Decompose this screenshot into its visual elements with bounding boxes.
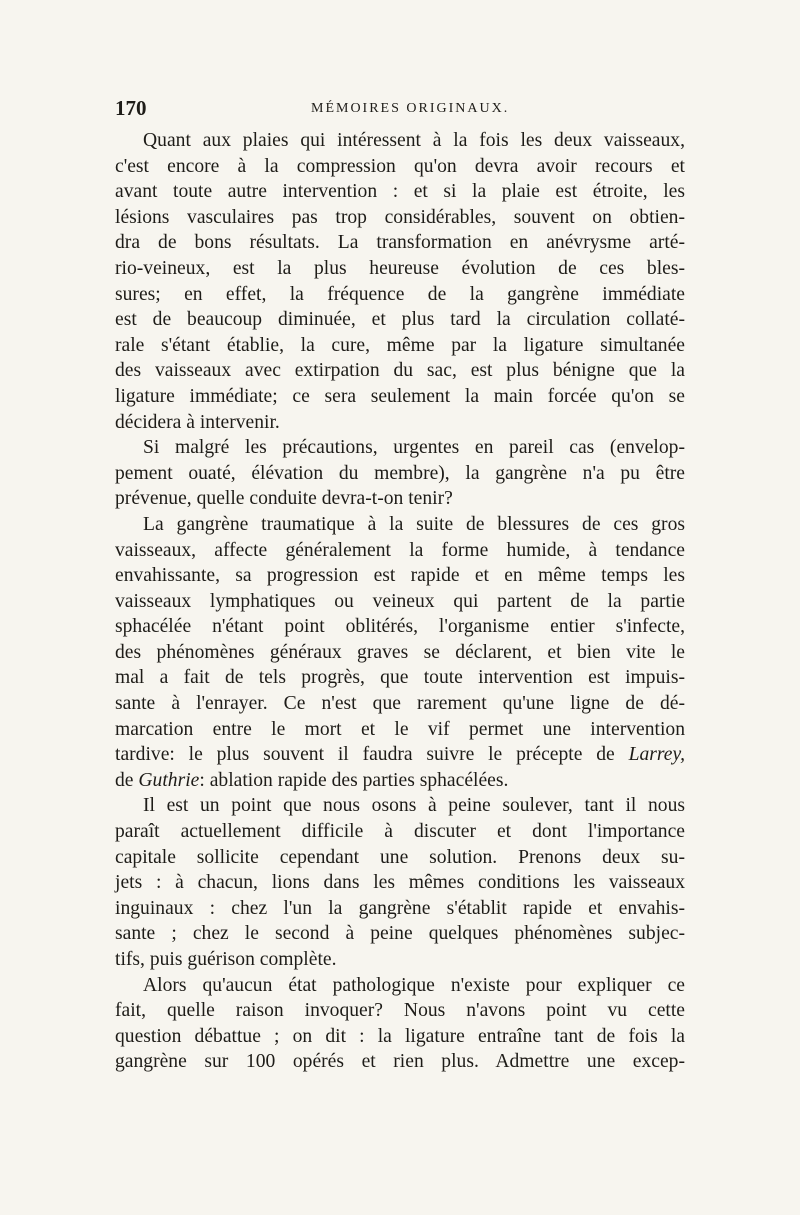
text-line: sante à l'enrayer. Ce n'est que rarement qu'une ligne de dé- [115, 693, 685, 715]
text-line: inguinaux : chez l'un la gangrène s'établit rapide et envahis- [115, 897, 685, 919]
text-line: question débattue ; on dit : la ligature entraîne tant de fois la [115, 1025, 685, 1047]
page-header [115, 96, 685, 126]
body-text [115, 128, 685, 1075]
text-line: Quant aux plaies qui intéressent à la fois les deux vaisseaux, [143, 130, 685, 151]
text-line: capitale sollicite cependant une solution. Prenons deux su- [115, 846, 685, 868]
text-fragment: tardive: le plus souvent il faudra suivre le précepte de [115, 744, 615, 766]
running-head: MÉMOIRES ORIGINAUX. [311, 101, 510, 116]
text-line: sante ; chez le second à peine quelques phénomènes subjec- [115, 923, 685, 945]
text-line: gangrène sur 100 opérés et rien plus. Admettre une excep- [115, 1051, 685, 1073]
text-line: des phénomènes généraux graves se déclarent, et bien vite le [115, 641, 685, 663]
author-name-guthrie: Guthrie [138, 769, 200, 791]
text-line: rale s'étant établie, la cure, même par la ligature simultanée [115, 334, 685, 356]
paragraph-4 [115, 793, 685, 972]
text-line: des vaisseaux avec extirpation du sac, est plus bénigne que la [115, 360, 685, 382]
text-line: sures; en effet, la fréquence de la gangrène immédiate [115, 283, 685, 305]
author-name-larrey: Larrey, [628, 744, 685, 766]
paragraph-3 [115, 512, 685, 794]
text-line: lésions vasculaires pas trop considérables, souvent on obtien- [115, 206, 685, 228]
text-line: rio-veineux, est la plus heureuse évolution de ces bles- [115, 257, 685, 279]
text-line: La gangrène traumatique à la suite de blessures de ces gros [143, 513, 685, 535]
text-line: tifs, puis guérison complète. [115, 949, 337, 970]
text-line: mal a fait de tels progrès, que toute intervention est impuis- [115, 667, 685, 689]
text-line: vaisseaux lymphatiques ou veineux qui partent de la partie [115, 590, 685, 612]
text-line: marcation entre le mort et le vif permet une intervention [115, 718, 685, 740]
paragraph-1 [115, 128, 685, 435]
text-line: vaisseaux, affecte généralement la forme humide, à tendance [115, 539, 685, 561]
text-line: Il est un point que nous osons à peine soulever, tant il nous [143, 795, 685, 817]
text-line: pement ouaté, élévation du membre), la gangrène n'a pu être [115, 462, 685, 484]
paragraph-5 [115, 973, 685, 1075]
text-line: décidera à intervenir. [115, 411, 280, 433]
text-line: fait, quelle raison invoquer? Nous n'avons point vu cette [115, 1000, 685, 1022]
text-fragment: de [115, 769, 134, 791]
text-line: avant toute autre intervention : et si la plaie est étroite, les [115, 181, 685, 203]
text-fragment: : ablation rapide des parties sphacélées. [199, 769, 509, 791]
text-line: sphacélée n'étant point oblitérés, l'organisme entier s'infecte, [115, 616, 685, 638]
text-line [115, 742, 685, 768]
text-line: Alors qu'aucun état pathologique n'existe pour expliquer ce [143, 974, 685, 996]
text-line: dra de bons résultats. La transformation en anévrysme arté- [115, 232, 685, 254]
text-line: envahissante, sa progression est rapide et en même temps les [115, 565, 685, 587]
text-line: prévenue, quelle conduite devra-t-on tenir? [115, 488, 453, 510]
text-line: c'est encore à la compression qu'on devra avoir recours et [115, 155, 685, 177]
text-line: Si malgré les précautions, urgentes en pareil cas (envelop- [143, 437, 685, 459]
page-number: 170 [115, 96, 147, 120]
paragraph-2 [115, 435, 685, 512]
text-line: est de beaucoup diminuée, et plus tard la circulation collaté- [115, 309, 685, 331]
text-line: jets : à chacun, lions dans les mêmes conditions les vaisseaux [115, 872, 685, 894]
text-line: ligature immédiate; ce sera seulement la main forcée qu'on se [115, 385, 685, 407]
text-line [115, 768, 685, 794]
text-line: paraît actuellement difficile à discuter et dont l'importance [115, 821, 685, 843]
